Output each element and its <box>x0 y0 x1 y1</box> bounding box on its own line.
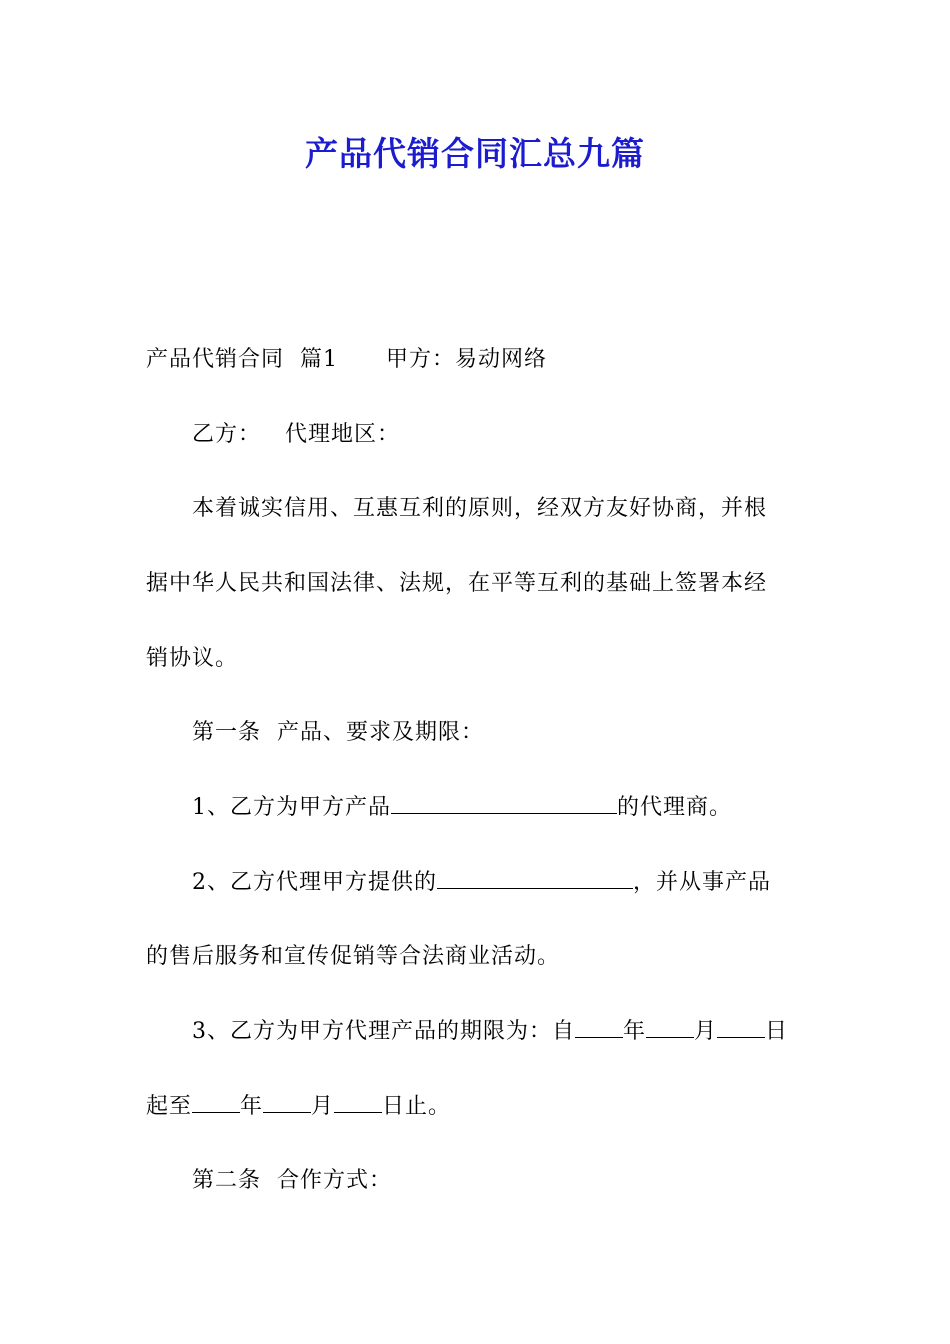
item-1-text-start: 1、乙方为甲方产品 <box>192 795 391 820</box>
end-day-label: 日止。 <box>382 1094 452 1119</box>
party-b-label: 乙方： <box>192 422 262 447</box>
start-year-blank <box>575 1017 623 1038</box>
party-a-label: 甲方：易动网络 <box>385 347 547 372</box>
offering-blank <box>437 868 633 889</box>
start-year-label: 年 <box>623 1019 647 1044</box>
intro-line-3: 销协议。 <box>146 646 239 671</box>
item-3-text-start: 3、乙方为甲方代理产品的期限为：自 <box>192 1019 575 1044</box>
end-month-blank <box>263 1092 311 1113</box>
item-2-text-start: 2、乙方代理甲方提供的 <box>192 870 437 895</box>
contract-heading-line <box>146 345 547 375</box>
party-b-line <box>192 420 400 450</box>
start-month-label: 月 <box>694 1019 718 1044</box>
start-day-blank <box>717 1017 765 1038</box>
start-month-blank <box>646 1017 694 1038</box>
article-1-item-2-cont: 的售后服务和宣传促销等合法商业活动。 <box>146 944 561 969</box>
item-2-text-end: ，并从事产品 <box>633 870 772 895</box>
end-date-prefix: 起至 <box>146 1094 193 1119</box>
contract-part-label: 产品代销合同 篇1 <box>146 347 338 372</box>
start-day-label: 日 <box>765 1019 789 1044</box>
article-1-item-3 <box>192 1017 788 1047</box>
article-2-heading: 第二条 合作方式： <box>192 1168 392 1193</box>
intro-line-1: 本着诚实信用、互惠互利的原则，经双方友好协商，并根 <box>192 496 768 521</box>
end-day-blank <box>334 1092 382 1113</box>
article-1-heading: 第一条 产品、要求及期限： <box>192 720 484 745</box>
document-title: 产品代销合同汇总九篇 <box>305 134 645 173</box>
region-label: 代理地区： <box>285 422 401 447</box>
intro-line-2: 据中华人民共和国法律、法规，在平等互利的基础上签署本经 <box>146 571 768 596</box>
end-year-blank <box>192 1092 240 1113</box>
item-1-text-end: 的代理商。 <box>617 795 733 820</box>
end-year-label: 年 <box>240 1094 264 1119</box>
product-blank <box>391 793 617 814</box>
article-1-item-2 <box>192 868 771 898</box>
end-month-label: 月 <box>311 1094 335 1119</box>
article-1-item-3-cont <box>146 1092 451 1122</box>
article-1-item-1 <box>192 793 732 823</box>
